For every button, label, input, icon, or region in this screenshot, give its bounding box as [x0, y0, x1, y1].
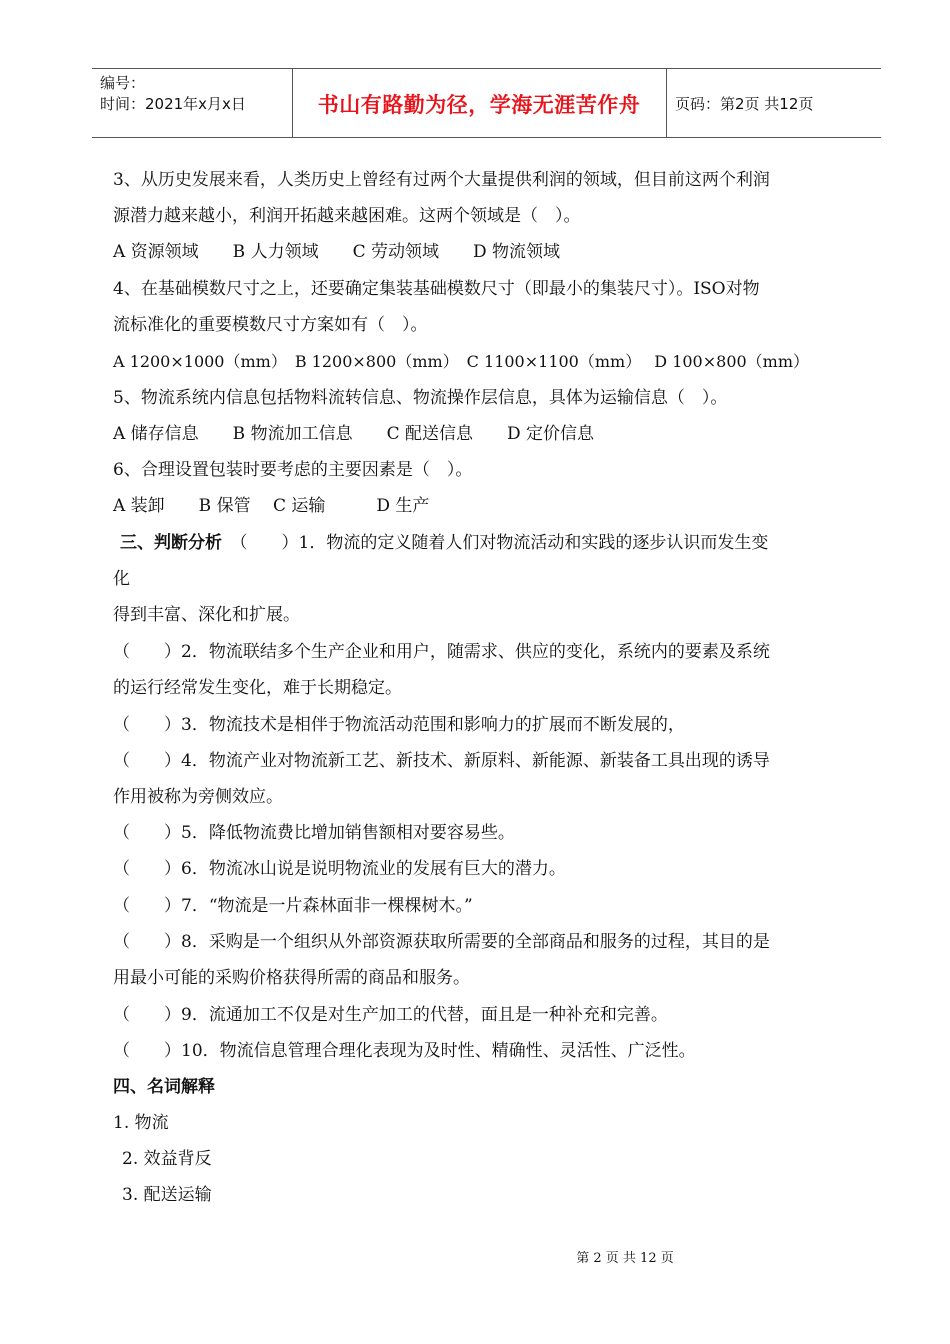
option-line: A 资源领域 B 人力领域 C 劳动领域 D 物流领域: [113, 242, 561, 262]
header-divider: [666, 69, 667, 137]
header-meta: [100, 73, 246, 115]
option-line: A 1200×1000（mm） B 1200×800（mm） C 1100×1100（mm） D 100×800（mm）: [113, 352, 810, 371]
judge-item: （ ）10．物流信息管理合理化表现为及时性、精确性、灵活性、广泛性。: [113, 1041, 696, 1061]
term-item: 3. 配送运输: [122, 1185, 212, 1205]
question-line: 4、在基础模数尺寸之上，还要确定集装基础模数尺寸（即最小的集装尺寸）。ISO对物: [113, 279, 760, 299]
option-line: A 储存信息 B 物流加工信息 C 配送信息 D 定价信息: [113, 424, 595, 444]
judge-item: （ ）7．“物流是一片森林面非一棵棵树木。”: [113, 896, 473, 916]
judge-item: （ ）9．流通加工不仅是对生产加工的代替，面且是一种补充和完善。: [113, 1005, 668, 1025]
question-line: 源潜力越来越小，利润开拓越来越困难。这两个领域是（ ）。: [113, 206, 581, 226]
term-item: 1. 物流: [113, 1113, 169, 1133]
header-motto: 书山有路勤为径，学海无涯苦作舟: [317, 93, 641, 117]
judge-item: 的运行经常发生变化，难于长期稳定。: [113, 678, 402, 698]
judge-item: （ ）6．物流冰山说是说明物流业的发展有巨大的潜力。: [113, 859, 566, 879]
section3-heading-line: [120, 531, 768, 555]
judge-item: （ ）3．物流技术是相伴于物流活动范围和影响力的扩展而不断发展的，: [113, 715, 685, 735]
footer-page-number: 第 2 页 共 12 页: [576, 1251, 674, 1266]
term-item: 2. 效益背反: [122, 1149, 212, 1169]
judge-item-wrap: 化: [113, 569, 130, 589]
judge-item: （ ）5．降低物流费比增加销售额相对要容易些。: [113, 823, 515, 843]
header-page-info: 页码：第2页 共12页: [675, 95, 814, 113]
question-line: 3、从历史发展来看，人类历史上曾经有过两个大量提供利润的领域，但目前这两个利润: [113, 170, 770, 190]
section4-title: 四、名词解释: [113, 1077, 215, 1097]
judge-item: 得到丰富、深化和扩展。: [113, 605, 300, 625]
judge-item: 用最小可能的采购价格获得所需的商品和服务。: [113, 968, 470, 988]
page-header: [92, 68, 881, 138]
question-line: 5、物流系统内信息包括物料流转信息、物流操作层信息，具体为运输信息（ ）。: [113, 388, 728, 408]
question-line: 6、合理设置包装时要考虑的主要因素是（ ）。: [113, 460, 473, 480]
option-line: A 装卸 B 保管 C 运输 D 生产: [113, 496, 430, 516]
serial-label: 编号：: [100, 74, 146, 92]
judge-item: 作用被称为旁侧效应。: [113, 787, 283, 807]
judge-item: （ ）1．物流的定义随着人们对物流活动和实践的逐步认识而发生变: [239, 533, 769, 553]
section3-title: 三、判断分析: [120, 533, 222, 553]
judge-item: （ ）2．物流联结多个生产企业和用户，随需求、供应的变化，系统内的要素及系统: [113, 642, 770, 662]
page-footer: [0, 1247, 950, 1266]
judge-item: （ ）4．物流产业对物流新工艺、新技术、新原料、新能源、新装备工具出现的诱导: [113, 751, 770, 771]
question-line: 流标准化的重要模数尺寸方案如有（ ）。: [113, 315, 428, 335]
judge-item: （ ）8．采购是一个组织从外部资源获取所需要的全部商品和服务的过程，其目的是: [113, 932, 770, 952]
time-label: 时间：2021年x月x日: [100, 95, 246, 113]
